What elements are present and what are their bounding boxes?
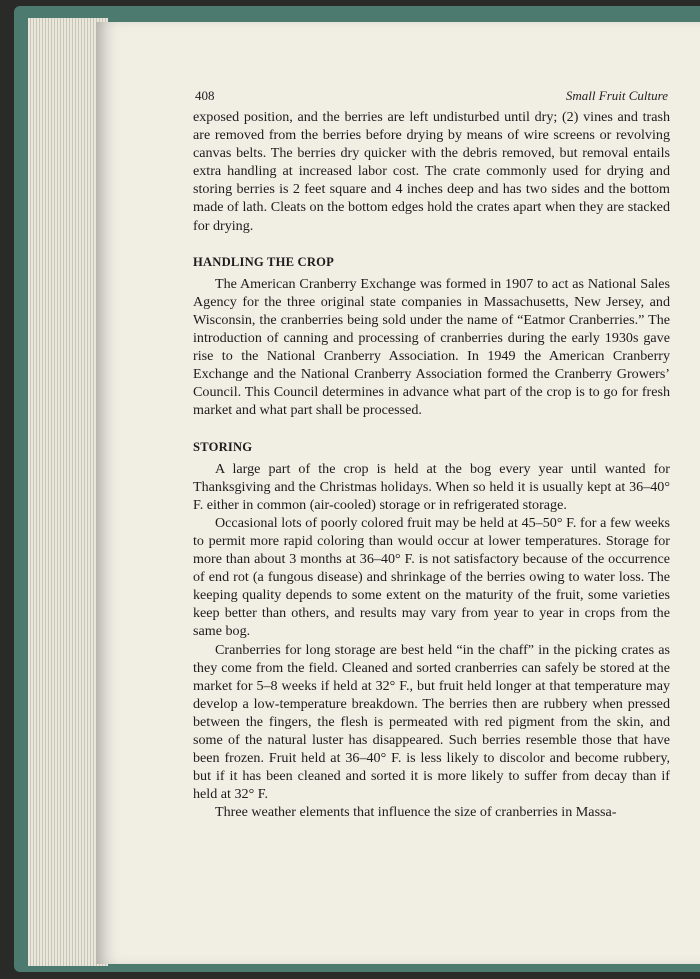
- section-heading-handling: HANDLING THE CROP: [193, 254, 335, 269]
- section-heading-storing: STORING: [193, 439, 253, 454]
- paragraph: Cranberries for long storage are best held “in the chaff” in the picking crates as they come from the field. Cleaned and sorted cranberries can safely be stored at the market for 5–8 weeks if held at 32° F., but fruit held longer at that temperature may develop a low-temperature breakdown. The berries then are rubbery when pressed between the fingers, the flesh is permeated with red pigment from the skin, and some of the natural luster has disappeared. Such berries resemble those that have been frozen. Fruit held at 36–40° F. is less likely to discolor and become rubbery, but if it has been cleaned and sorted it is more likely to suffer from decay than if held at 32° F.: [193, 641, 670, 803]
- page-body: [193, 108, 670, 821]
- paragraph: The American Cranberry Exchange was formed in 1907 to act as National Sales Agency for the three original state companies in Massachusetts, New Jersey, and Wisconsin, the cranberries being sold under the name of “Eatmor Cranberries.” The introduction of canning and processing of cranberries during the early 1930s gave rise to the National Cranberry Association. In 1949 the American Cranberry Exchange and the National Cranberry Association formed the Cranberry Growers’ Council. This Council determines in advance what part of the crop is to go for fresh market and what part shall be processed.: [193, 275, 670, 419]
- running-title: Small Fruit Culture: [565, 88, 668, 103]
- paragraph: Three weather elements that influence the size of cranberries in Massa-: [215, 804, 617, 821]
- page-number: 408: [195, 88, 215, 103]
- opening-paragraph: exposed position, and the berries are left undisturbed until dry; (2) vines and trash are removed from the berries before drying by means of wire screens or revolving canvas belts. The berries dry quicker with the debris removed, but removal entails extra handling at increased labor cost. The crate commonly used for drying and storing berries is 2 feet square and 4 inches deep and has two sides and the bottom made of lath. Cleats on the bottom edges hold the crates apart when they are stacked for drying.: [193, 109, 670, 234]
- running-head: [195, 88, 668, 108]
- paragraph: A large part of the crop is held at the bog every year until wanted for Thanksgiving and the Christmas holidays. When so held it is usually kept at 36–40° F. either in common (air-cooled) storage or in refrigerated storage.: [193, 460, 670, 513]
- paragraph: Occasional lots of poorly colored fruit may be held at 45–50° F. for a few weeks to permit more rapid coloring than would occur at lower temperatures. Storage for more than about 3 months at 36–40° F. is not satisfactory because of the occurrence of end rot (a fungous disease) and shrinkage of the berries owing to water loss. The keeping quality depends to some extent on the maturity of the fruit, some varieties keep better than others, and results may vary from year to year in crops from the same bog.: [193, 514, 670, 640]
